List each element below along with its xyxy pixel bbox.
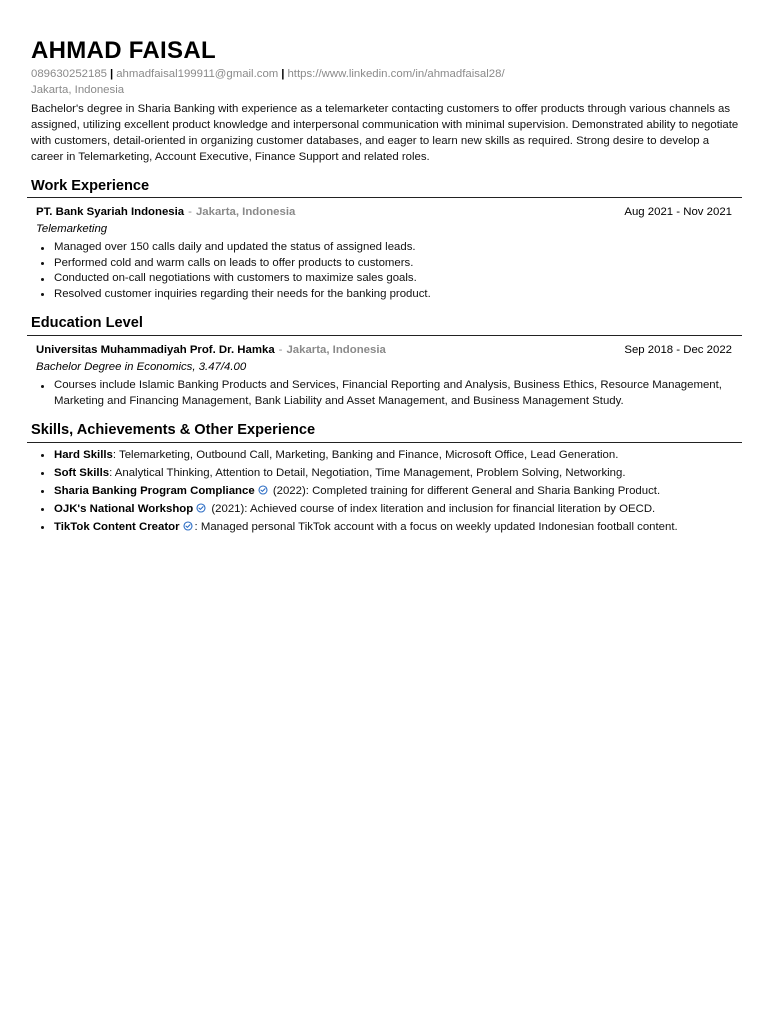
- list-item: [36, 482, 738, 500]
- list-item: [36, 464, 738, 482]
- list-item: Performed cold and warm calls on leads to offer products to customers.: [36, 256, 738, 272]
- check-circle-icon[interactable]: [196, 503, 206, 513]
- work-bullets: [36, 240, 738, 302]
- achievement-label: Sharia Banking Program Compliance: [54, 485, 255, 497]
- work-experience-heading: Work Experience: [31, 178, 150, 194]
- phone-number: 089630252185: [31, 68, 108, 80]
- employer-location: Jakarta, Indonesia: [195, 206, 296, 218]
- dash-separator: -: [278, 344, 283, 356]
- candidate-name: AHMAD FAISAL: [31, 37, 216, 64]
- experience-text: : Managed personal TikTok account with a focus on weekly updated Indonesian football content.: [194, 521, 678, 533]
- list-item: Conducted on-call negotiations with customers to maximize sales goals.: [36, 271, 738, 287]
- section-divider: [27, 442, 742, 443]
- achievement-label: OJK's National Workshop: [54, 503, 194, 515]
- education-entry-header: [36, 344, 732, 360]
- education-heading: Education Level: [31, 315, 143, 331]
- employment-dates: Aug 2021 - Nov 2021: [624, 206, 732, 218]
- list-item: Courses include Islamic Banking Products and Services, Financial Reporting and Analysis, Business Ethics, Resource Management, Marketing and Financing Management, Bank Liability and Asset Management, and Business Management Study.: [36, 378, 738, 409]
- achievement-text: (2022): Completed training for different General and Sharia Banking Product.: [269, 485, 661, 497]
- skill-label: Soft Skills: [54, 467, 110, 479]
- skill-text: : Analytical Thinking, Attention to Detail, Negotiation, Time Management, Problem Solving, Networking.: [109, 467, 626, 479]
- list-item: [36, 518, 738, 536]
- professional-summary: Bachelor's degree in Sharia Banking with experience as a telemarketer contacting customers to offer products through various channels as assigned, utilizing excellent product knowledge and interpersonal communication with minimal supervision. Demonstrated ability to negotiate with customers, detail-oriented in organizing customer databases, and eager to learn new skills as required. Strong desire to develop a career in Telemarketing, Account Executive, Finance Support and related roles.: [31, 103, 739, 163]
- contact-line: [31, 68, 505, 80]
- education-bullets: [36, 378, 738, 409]
- separator: |: [110, 68, 114, 80]
- employer-name: PT. Bank Syariah Indonesia: [36, 206, 185, 218]
- check-circle-icon[interactable]: [183, 521, 193, 531]
- list-item: [36, 446, 738, 464]
- skill-label: Hard Skills: [54, 449, 113, 461]
- institution-name: Universitas Muhammadiyah Prof. Dr. Hamka: [36, 344, 275, 356]
- list-item: Managed over 150 calls daily and updated the status of assigned leads.: [36, 240, 738, 256]
- achievement-text: (2021): Achieved course of index literation and inclusion for financial literation by OECD.: [208, 503, 656, 515]
- list-item: [36, 500, 738, 518]
- education-dates: Sep 2018 - Dec 2022: [624, 344, 732, 356]
- section-divider: [27, 335, 742, 336]
- candidate-location: Jakarta, Indonesia: [31, 84, 125, 96]
- linkedin-link[interactable]: https://www.linkedin.com/in/ahmadfaisal28/: [287, 68, 505, 80]
- list-item: Resolved customer inquiries regarding their needs for the banking product.: [36, 287, 738, 303]
- section-divider: [27, 197, 742, 198]
- check-circle-icon[interactable]: [258, 485, 268, 495]
- email-link[interactable]: ahmadfaisal199911@gmail.com: [116, 68, 279, 80]
- work-entry-header: [36, 206, 732, 222]
- skills-heading: Skills, Achievements & Other Experience: [31, 422, 316, 438]
- skill-text: : Telemarketing, Outbound Call, Marketing, Banking and Finance, Microsoft Office, Lead Generation.: [112, 449, 619, 461]
- experience-label: TikTok Content Creator: [54, 521, 180, 533]
- skills-list: [36, 446, 738, 536]
- institution-location: Jakarta, Indonesia: [286, 344, 386, 356]
- dash-separator: -: [188, 206, 192, 218]
- degree: Bachelor Degree in Economics, 3.47/4.00: [36, 361, 247, 373]
- job-title: Telemarketing: [36, 223, 108, 235]
- separator: |: [281, 68, 285, 80]
